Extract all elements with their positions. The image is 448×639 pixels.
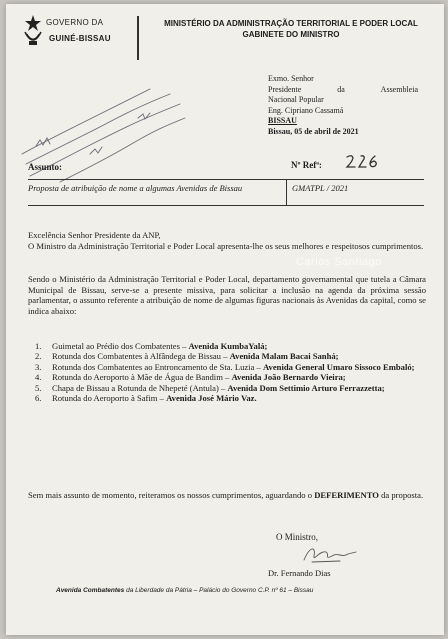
footer-street: Avenida Combatentes: [56, 587, 125, 594]
list-item: [28, 393, 426, 403]
list-item-avenue: Avenida KumbaYalá;: [188, 341, 268, 351]
subject-rule-top: [28, 179, 424, 180]
list-item-avenue: Avenida José Mário Vaz.: [166, 393, 257, 404]
list-item-avenue: Avenida João Bernardo Vieira;: [231, 372, 346, 383]
closing-deferimento: DEFERIMENTO: [314, 490, 379, 500]
list-item-text: Rotunda dos Combatentes à Alfândega de Bissau –: [52, 351, 230, 362]
list-number: 5.: [35, 382, 42, 393]
recipient-title: [268, 85, 418, 96]
request-paragraph: Sendo o Ministério da Administração Territorial e Poder Local, departamento governamental que tutela a Câmara Municipal de Bissau, serve-se a presente missiva, para solicitar a inclusão na agenda da próxima sessão parlamentar, o assunto referente a atribuição de nome de algumas figuras nacionais às Avenidas da capital, como se indica abaixo:: [28, 274, 426, 316]
list-item-text: Guimetal ao Prédio dos Combatentes –: [52, 341, 189, 351]
avenue-list: [28, 341, 426, 403]
recipient-block: [268, 74, 438, 137]
handwritten-reference-number: [344, 153, 384, 169]
list-item: [28, 351, 426, 361]
list-item-text: Rotunda do Aeroporto à Safim –: [52, 393, 167, 404]
list-item: [28, 383, 426, 393]
subject-rule-bottom: [28, 205, 424, 206]
header-divider: [137, 16, 139, 60]
closing-text: Sem mais assunto de momento, reiteramos os nossos cumprimentos, aguardando o: [28, 490, 315, 500]
recipient-institution: Nacional Popular: [268, 95, 324, 104]
handwritten-signature: [300, 542, 360, 566]
list-item-text: Rotunda do Aeroporto à Mãe de Água de Bandim –: [52, 372, 232, 383]
list-item-avenue: Avenida Malam Bacai Sanhá;: [229, 351, 339, 362]
list-number: 4.: [35, 372, 42, 383]
list-number: 1.: [35, 341, 42, 351]
closing-tail: da proposta.: [378, 490, 424, 500]
subject-label: Assunto:: [28, 162, 63, 172]
list-item-avenue: Avenida General Umaro Sissoco Embaló;: [262, 361, 415, 372]
list-item-text: Chapa de Bissau a Rotunda de Nhepeté (Antula) –: [52, 382, 228, 393]
letter-page: [6, 4, 444, 635]
greeting-paragraph: Excelência Senhor Presidente da ANP, O Ministro da Administração Territorial e Poder Local apresenta-lhe os seus melhores e respeitosos cumprimentos.: [28, 230, 424, 251]
footer-address: [56, 587, 313, 594]
recipient-name: Eng. Cipriano Cassamá: [268, 105, 344, 115]
list-number: 2.: [35, 351, 42, 362]
subject-text: Proposta de atribuição de nome a algumas Avenidas de Bissau: [28, 183, 243, 193]
gov-line-2: GUINÉ-BISSAU: [49, 34, 111, 43]
subject-rule-divider: [286, 179, 287, 205]
ministry-heading: [146, 18, 436, 40]
footer-rest: da Liberdade da Pátria – Palácio do Governo C.P. nº 61 – Bissau: [124, 587, 314, 594]
list-item: [28, 341, 426, 351]
list-item-text: Rotunda dos Combatentes ao Entroncamento de Sta. Luzia –: [52, 361, 263, 372]
closing-paragraph: [28, 490, 426, 501]
reference-code: GMATPL / 2021: [292, 183, 349, 193]
list-item-avenue: Avenida Dom Settimio Arturo Ferrazzetta;: [227, 382, 385, 393]
recipient-city: BISSAU: [268, 116, 297, 125]
list-item: [28, 372, 426, 382]
cabinet-name: GABINETE DO MINISTRO: [242, 30, 340, 39]
recipient-title-word2: da: [337, 84, 345, 94]
list-number: 6.: [35, 393, 42, 404]
signatory-name: Dr. Fernando Dias: [268, 568, 331, 578]
signatory-title: O Ministro,: [276, 532, 319, 542]
list-number: 3.: [35, 361, 42, 372]
letter-date: Bissau, 05 de abril de 2021: [268, 126, 359, 136]
recipient-salutation: Exmo. Senhor: [268, 74, 314, 83]
ministry-name: MINISTÉRIO DA ADMINISTRAÇÃO TERRITORIAL E PODER LOCAL: [164, 19, 418, 28]
recipient-title-word1: Presidente: [268, 84, 302, 94]
watermark: Carlos Santiago: [296, 256, 382, 268]
list-item: [28, 362, 426, 372]
coat-of-arms-icon: [22, 14, 44, 48]
recipient-title-word3: Assembleia: [380, 84, 418, 94]
gov-line-1: GOVERNO DA: [46, 18, 104, 27]
reference-label: Nº Refª:: [291, 160, 322, 170]
